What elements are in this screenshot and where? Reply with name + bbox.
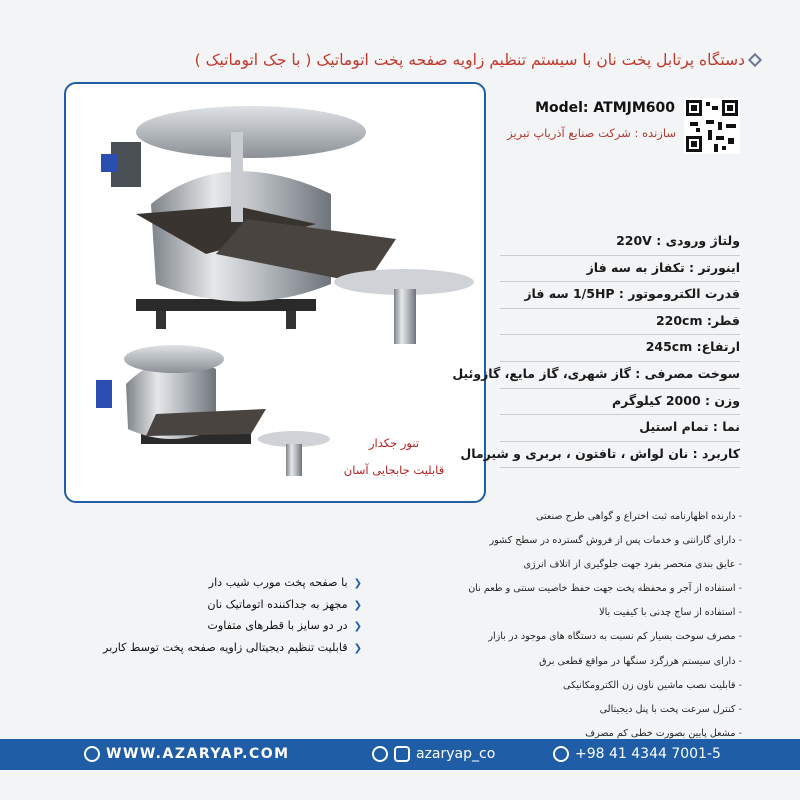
phone-icon (553, 746, 569, 762)
feature-item: - مشعل پایین بصورت خطی کم مصرف (430, 722, 742, 746)
globe-icon (84, 746, 100, 762)
spec-height: ارتفاع: 245cm (500, 335, 740, 362)
highlight-item (60, 594, 362, 616)
chevron-left-icon: ❮ (353, 599, 362, 611)
footer-social[interactable] (372, 739, 495, 770)
phone-text: +98 41 4344 7001-5 (575, 746, 721, 762)
spec-weight: وزن : 2000 کیلوگرم (500, 389, 740, 416)
caption-line-1: تنور جکدار (368, 436, 420, 450)
product-photo-frame (64, 82, 486, 503)
manufacturer: سازنده : شرکت صنایع آذریاپ تبریز (507, 126, 676, 140)
footer-website[interactable] (84, 739, 290, 770)
highlight-item (60, 615, 362, 637)
spec-list (452, 229, 740, 468)
page-title: دستگاه پرتابل پخت نان با سیستم تنظیم زاویه صفحه پخت اتوماتیک ( با جک اتوماتیک ) (194, 51, 745, 69)
title-bullet-icon (748, 53, 762, 67)
highlight-item (60, 572, 362, 594)
chevron-left-icon: ❮ (353, 642, 362, 654)
feature-item: - عایق بندی منحصر بفرد جهت جلوگیری از اتلاف انرژی (430, 553, 742, 577)
feature-item: - قابلیت نصب ماشین ناون زن الکترومکانیکی (430, 674, 742, 698)
caption-line-2: قابلیت جابجایی آسان (343, 463, 445, 477)
highlight-text: مجهز به جداکننده اتوماتیک نان (207, 597, 348, 611)
footer-phone[interactable] (553, 739, 721, 770)
spec-usage: کاربرد : نان لواش ، تافتون ، بربری و شیرمال (500, 442, 740, 469)
highlight-list (60, 572, 362, 658)
highlight-text: با صفحه پخت مورب شیب دار (208, 576, 348, 589)
spec-finish: نما : تمام استیل (500, 415, 740, 442)
bottom-margin (0, 770, 800, 800)
spec-fuel: سوخت مصرفی : گاز شهری، گاز مایع، گازوئیل (500, 362, 740, 389)
feature-list (430, 505, 742, 746)
telegram-icon (372, 746, 388, 762)
chevron-left-icon: ❮ (353, 578, 362, 589)
highlight-item (60, 637, 362, 659)
model-number: Model: ATMJM600 (535, 100, 675, 116)
spec-diameter: قطر: 220cm (500, 309, 740, 336)
feature-item: - دارنده اظهارنامه ثبت اختراع و گواهی طرح صنعتی (430, 505, 742, 529)
spec-motor-power: قدرت الکتروموتور : 1/5HP سه فاز (500, 282, 740, 309)
spec-inverter: اینورتر : تکفاز به سه فاز (500, 256, 740, 283)
feature-item: - استفاده از آجر و محفظه پخت جهت حفظ خاصیت سنتی و طعم نان (430, 577, 742, 601)
highlight-text: در دو سایز با قطرهای متفاوت (207, 619, 348, 632)
feature-item: - کنترل سرعت پخت با پنل دیجیتالی (430, 698, 742, 722)
feature-item: - دارای گارانتی و خدمات پس از فروش گسترده در سطح کشور (430, 529, 742, 553)
footer-bar (0, 739, 800, 770)
website-text: WWW.AZARYAP.COM (106, 746, 290, 762)
highlight-text: قابلیت تنظیم دیجیتالی زاویه صفحه پخت توسط کاربر (103, 640, 348, 654)
feature-item: - مصرف سوخت بسیار کم نسبت به دستگاه های موجود در بازار (430, 625, 742, 649)
social-text: azaryap_co (416, 746, 496, 762)
feature-item: - استفاده از ساج چدنی با کیفیت بالا (430, 601, 742, 625)
instagram-icon (394, 746, 410, 762)
chevron-left-icon: ❮ (353, 621, 362, 632)
spec-voltage: ولتاژ ورودی : 220V (500, 229, 740, 256)
qr-code-icon (684, 98, 740, 154)
feature-item: - دارای سیستم هرزگرد سنگها در مواقع قطعی برق (430, 650, 742, 674)
